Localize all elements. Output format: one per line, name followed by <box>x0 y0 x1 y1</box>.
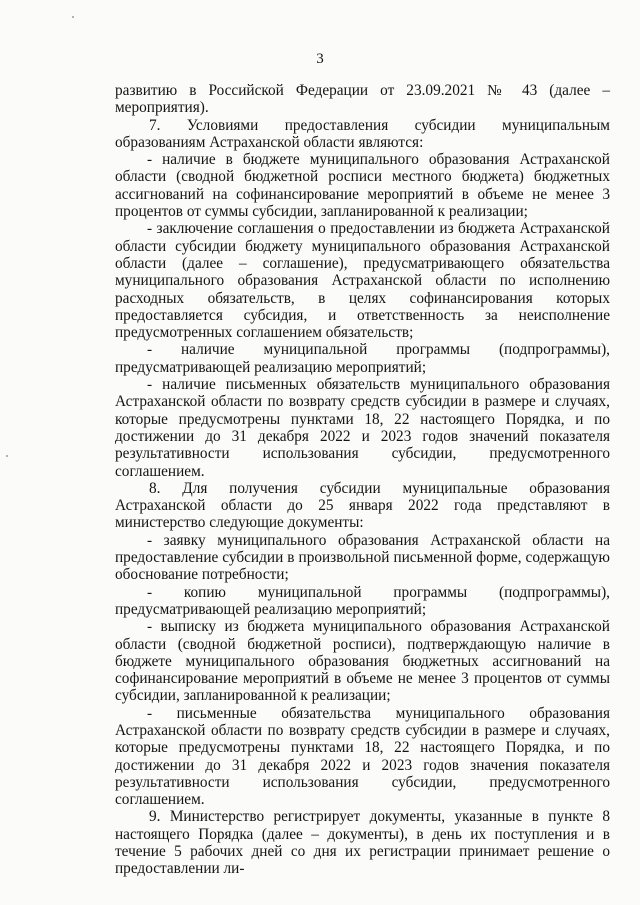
list-item-agreement: - заключение соглашения о предоставлении из бюджета Астраханской области субсидии бюджету муниципального образования Астраханской области (далее – соглашение), предусматривающего обязательства муниципального образования Астраханской области по исполнению расходных обязательств, в целях софинансирования которых предоставляется субсидия, и ответственность за неисполнение предусмотренных соглашением обязательств; <box>115 220 610 342</box>
page-number: 3 <box>316 51 324 67</box>
list-item-municipal-program: - наличие муниципальной программы (подпрограммы), предусматривающей реализацию мероприятий; <box>115 341 610 376</box>
list-item-budget-extract: - выписку из бюджета муниципального образования Астраханской области (сводной бюджетной росписи), подтверждающую наличие в бюджете муниципального образования бюджетных ассигнований на софинансирование мероприятий в объеме не менее 3 процентов от суммы субсидии, запланированной к реализации; <box>115 618 610 705</box>
paragraph-continuation: развитию в Российской Федерации от 23.09.2021 № 43 (далее – мероприятия). <box>115 82 610 117</box>
list-item-budget-allocations: - наличие в бюджете муниципального образования Астраханской области (сводной бюджетной росписи местного бюджета) бюджетных ассигнований на софинансирование мероприятий в объеме не менее 3 процентов от суммы субсидии, запланированной к реализации; <box>115 151 610 221</box>
paragraph-item-9: 9. Министерство регистрирует документы, указанные в пункте 8 настоящего Порядка (далее – документы), в день их поступления и в течение 5 рабочих дней со дня их регистрации принимает решение о предоставлении ли- <box>115 808 610 878</box>
paragraph-item-7: 7. Условиями предоставления субсидии муниципальным образованиям Астраханской области являются: <box>115 116 610 151</box>
list-item-program-copy: - копию муниципальной программы (подпрограммы), предусматривающей реализацию мероприятий; <box>115 583 610 618</box>
scan-speck <box>72 16 74 18</box>
list-item-written-obligations: - наличие письменных обязательств муниципального образования Астраханской области по возврату средств субсидии в размере и случаях, которые предусмотрены пунктами 18, 22 настоящего Порядка, и по достижении до 31 декабря 2022 и 2023 годов значений показателя результативности использования субсидии, предусмотренного соглашением. <box>115 376 610 480</box>
list-item-obligations-document: - письменные обязательства муниципального образования Астраханской области по возврату средств субсидии в размере и случаях, которые предусмотрены пунктами 18, 22 настоящего Порядка, и по достижении до 31 декабря 2022 и 2023 годов значения показателя результативности использования субсидии, предусмотренного соглашением. <box>115 704 610 809</box>
list-item-application: - заявку муниципального образования Астраханской области на предоставление субсидии в произвольной письменной форме, содержащую обоснование потребности; <box>115 531 610 584</box>
paragraph-item-8: 8. Для получения субсидии муниципальные образования Астраханской области до 25 января 2022 года представляют в министерство следующие документы: <box>115 479 610 532</box>
scan-speck <box>6 455 8 457</box>
document-body <box>115 82 610 878</box>
